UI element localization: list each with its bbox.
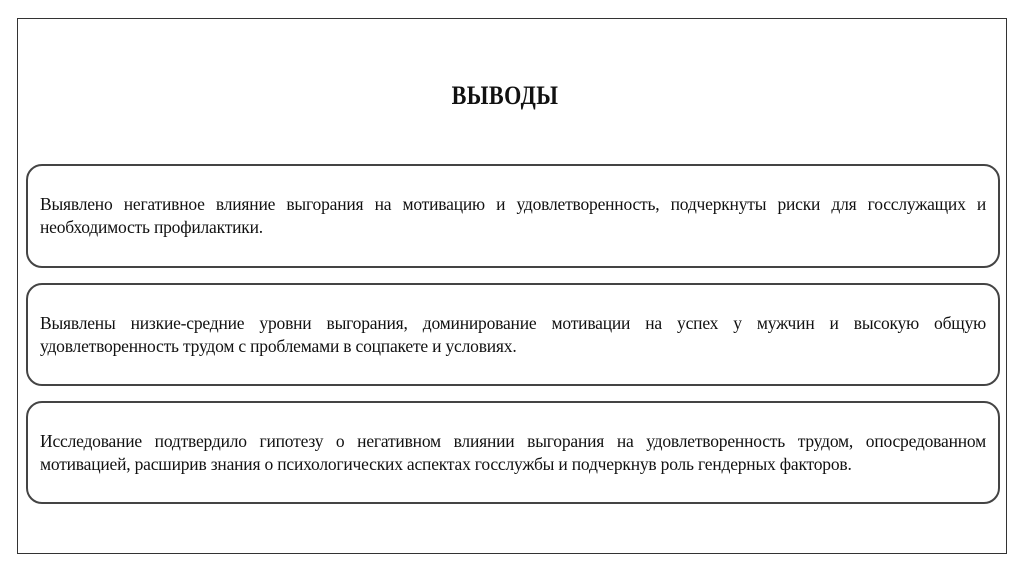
conclusion-text: Выявлено негативное влияние выгорания на мотивацию и удовлетворенность, подчеркнуты риски для госслужащих и необходимость профилактики.	[40, 194, 986, 237]
conclusion-box-2	[26, 283, 1000, 386]
conclusion-box-1	[26, 164, 1000, 268]
slide-title: ВЫВОДЫ	[451, 81, 559, 110]
conclusion-text: Исследование подтвердило гипотезу о негативном влиянии выгорания на удовлетворенность трудом, опосредованном мотивацией, расширив знания о психологических аспектах госслужбы и подчеркнув роль гендерных факторов.	[40, 430, 986, 474]
conclusion-text: Выявлены низкие-средние уровни выгорания, доминирование мотивации на успех у мужчин и высокую общую удовлетворенность трудом с проблемами в соцпакете и условиях.	[40, 312, 986, 356]
conclusion-box-3	[26, 401, 1000, 504]
